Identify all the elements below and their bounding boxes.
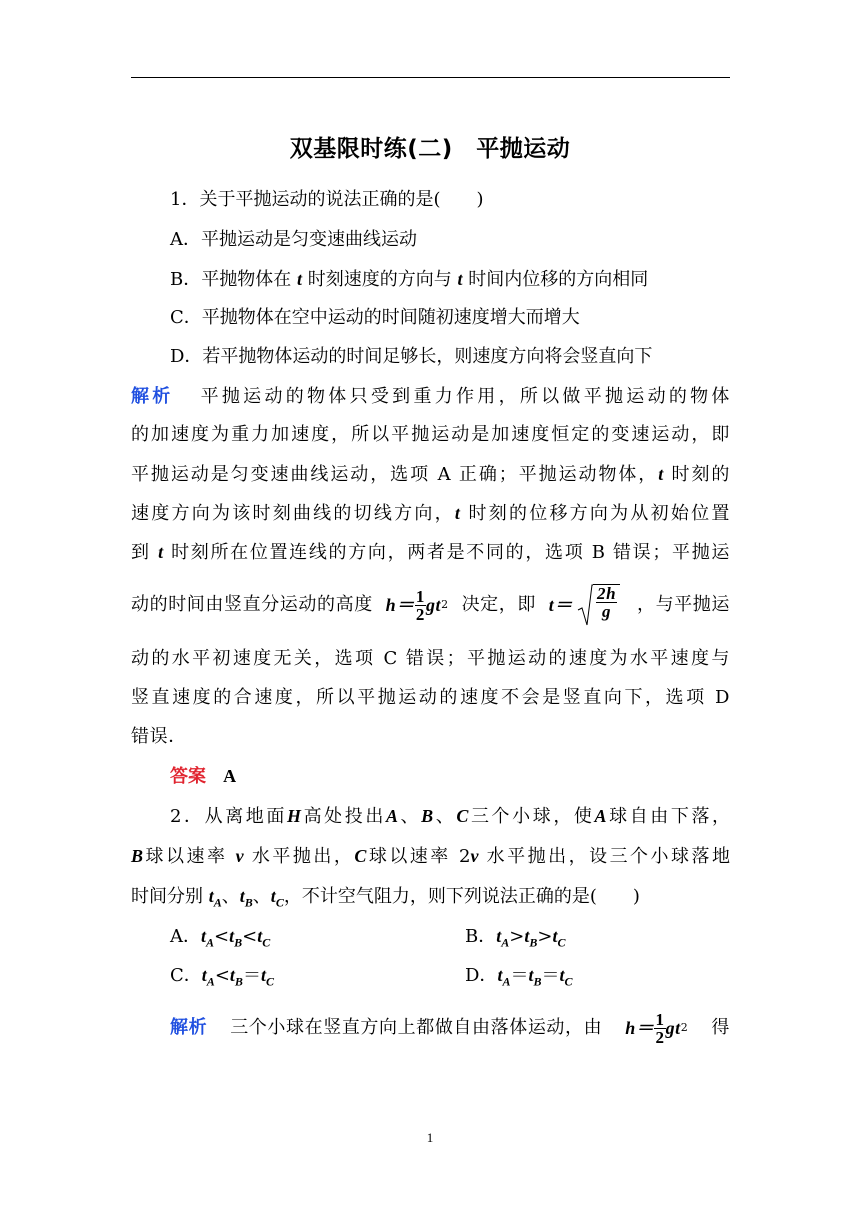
q2-stem-line: 时间分别 $t_A$、$t_B$、$t_C$，不计空气阻力，则下列说法正确的是( ) [131, 886, 640, 910]
q2-analysis-line: 解析 三个小球在竖直方向上都做自由落体运动，由 h＝ $\frac{1}{2}$ gt 2 得 [170, 1009, 730, 1047]
q2-stem-line: 2．从离地面H高处投出A、B、C三个小球，使A球自由下落， [170, 806, 731, 827]
q1-analysis-line: 动的水平初速度无关，选项 C 错误；平抛运动的速度为水平速度与 [131, 648, 730, 669]
q1-answer [170, 765, 236, 788]
answer-label: 答案 [170, 766, 206, 787]
q2-option-c: C．$t_A<t_B=t_C$ [170, 965, 274, 989]
q1-analysis-line: 平抛运动是匀变速曲线运动，选项 A 正确；平抛运动物体，t 时刻的 [131, 464, 730, 485]
fraction-one-half: $\frac{1}{2}$ [655, 1009, 665, 1047]
square-root: $\frac{2h}{g}$ [577, 584, 620, 626]
q2-option-a: A．$t_A<t_B<t_C$ [170, 926, 271, 950]
analysis-label: 解析 [131, 386, 174, 407]
q1-analysis-line: 错误． [131, 726, 187, 747]
q1-analysis-line: 到 t 时刻所在位置连线的方向，两者是不同的，选项 B 错误；平抛运 [131, 542, 730, 563]
q1-analysis-formula-line: 动的时间由竖直分运动的高度 h＝ $\frac{1}{2}$ gt 2 决定，即 t＝ $\frac{2h}{g}$ ，与平抛运 [131, 583, 730, 627]
analysis-label: 解析 [170, 1017, 208, 1038]
time-formula: t＝ $\frac{2h}{g}$ [549, 584, 624, 626]
q1-analysis-line: 速度方向为该时刻曲线的切线方向，t 时刻的位移方向为从初始位置 [131, 503, 730, 524]
fraction-one-half: $\frac{1}{2}$ [415, 586, 425, 624]
height-formula: h＝ $\frac{1}{2}$ gt 2 [385, 586, 449, 624]
height-formula: h＝ $\frac{1}{2}$ gt 2 [625, 1009, 689, 1047]
header-rule [131, 77, 730, 78]
answer-value: A [223, 766, 237, 786]
q2-stem-line: B球以速率 v 水平抛出，C球以速率 2v 水平抛出，设三个小球落地 [131, 846, 731, 867]
q1-option-d: D．若平抛物体运动的时间足够长，则速度方向将会竖直向下 [170, 346, 653, 367]
q1-option-b: B．平抛物体在 t 时刻速度的方向与 t 时间内位移的方向相同 [170, 269, 649, 290]
q1-option-a: A．平抛运动是匀变速曲线运动 [170, 229, 417, 250]
q1-analysis-line: 竖直速度的合速度，所以平抛运动的速度不会是竖直向下，选项 D [131, 687, 730, 708]
q1-analysis-line: 解析 平抛运动的物体只受到重力作用，所以做平抛运动的物体 [131, 386, 731, 407]
q2-option-d: D．$t_A=t_B=t_C$ [465, 965, 573, 989]
q1-option-c: C．平抛物体在空中运动的时间随初速度增大而增大 [170, 307, 580, 328]
page-number: 1 [426, 1130, 434, 1145]
q1-analysis-line: 的加速度为重力加速度，所以平抛运动是加速度恒定的变速运动，即 [131, 424, 730, 445]
q1-stem: 1．关于平抛运动的说法正确的是( ) [170, 189, 484, 210]
page-title: 双基限时练(二) 平抛运动 [289, 136, 571, 162]
q2-option-b: B．$t_A>t_B>t_C$ [465, 926, 566, 950]
